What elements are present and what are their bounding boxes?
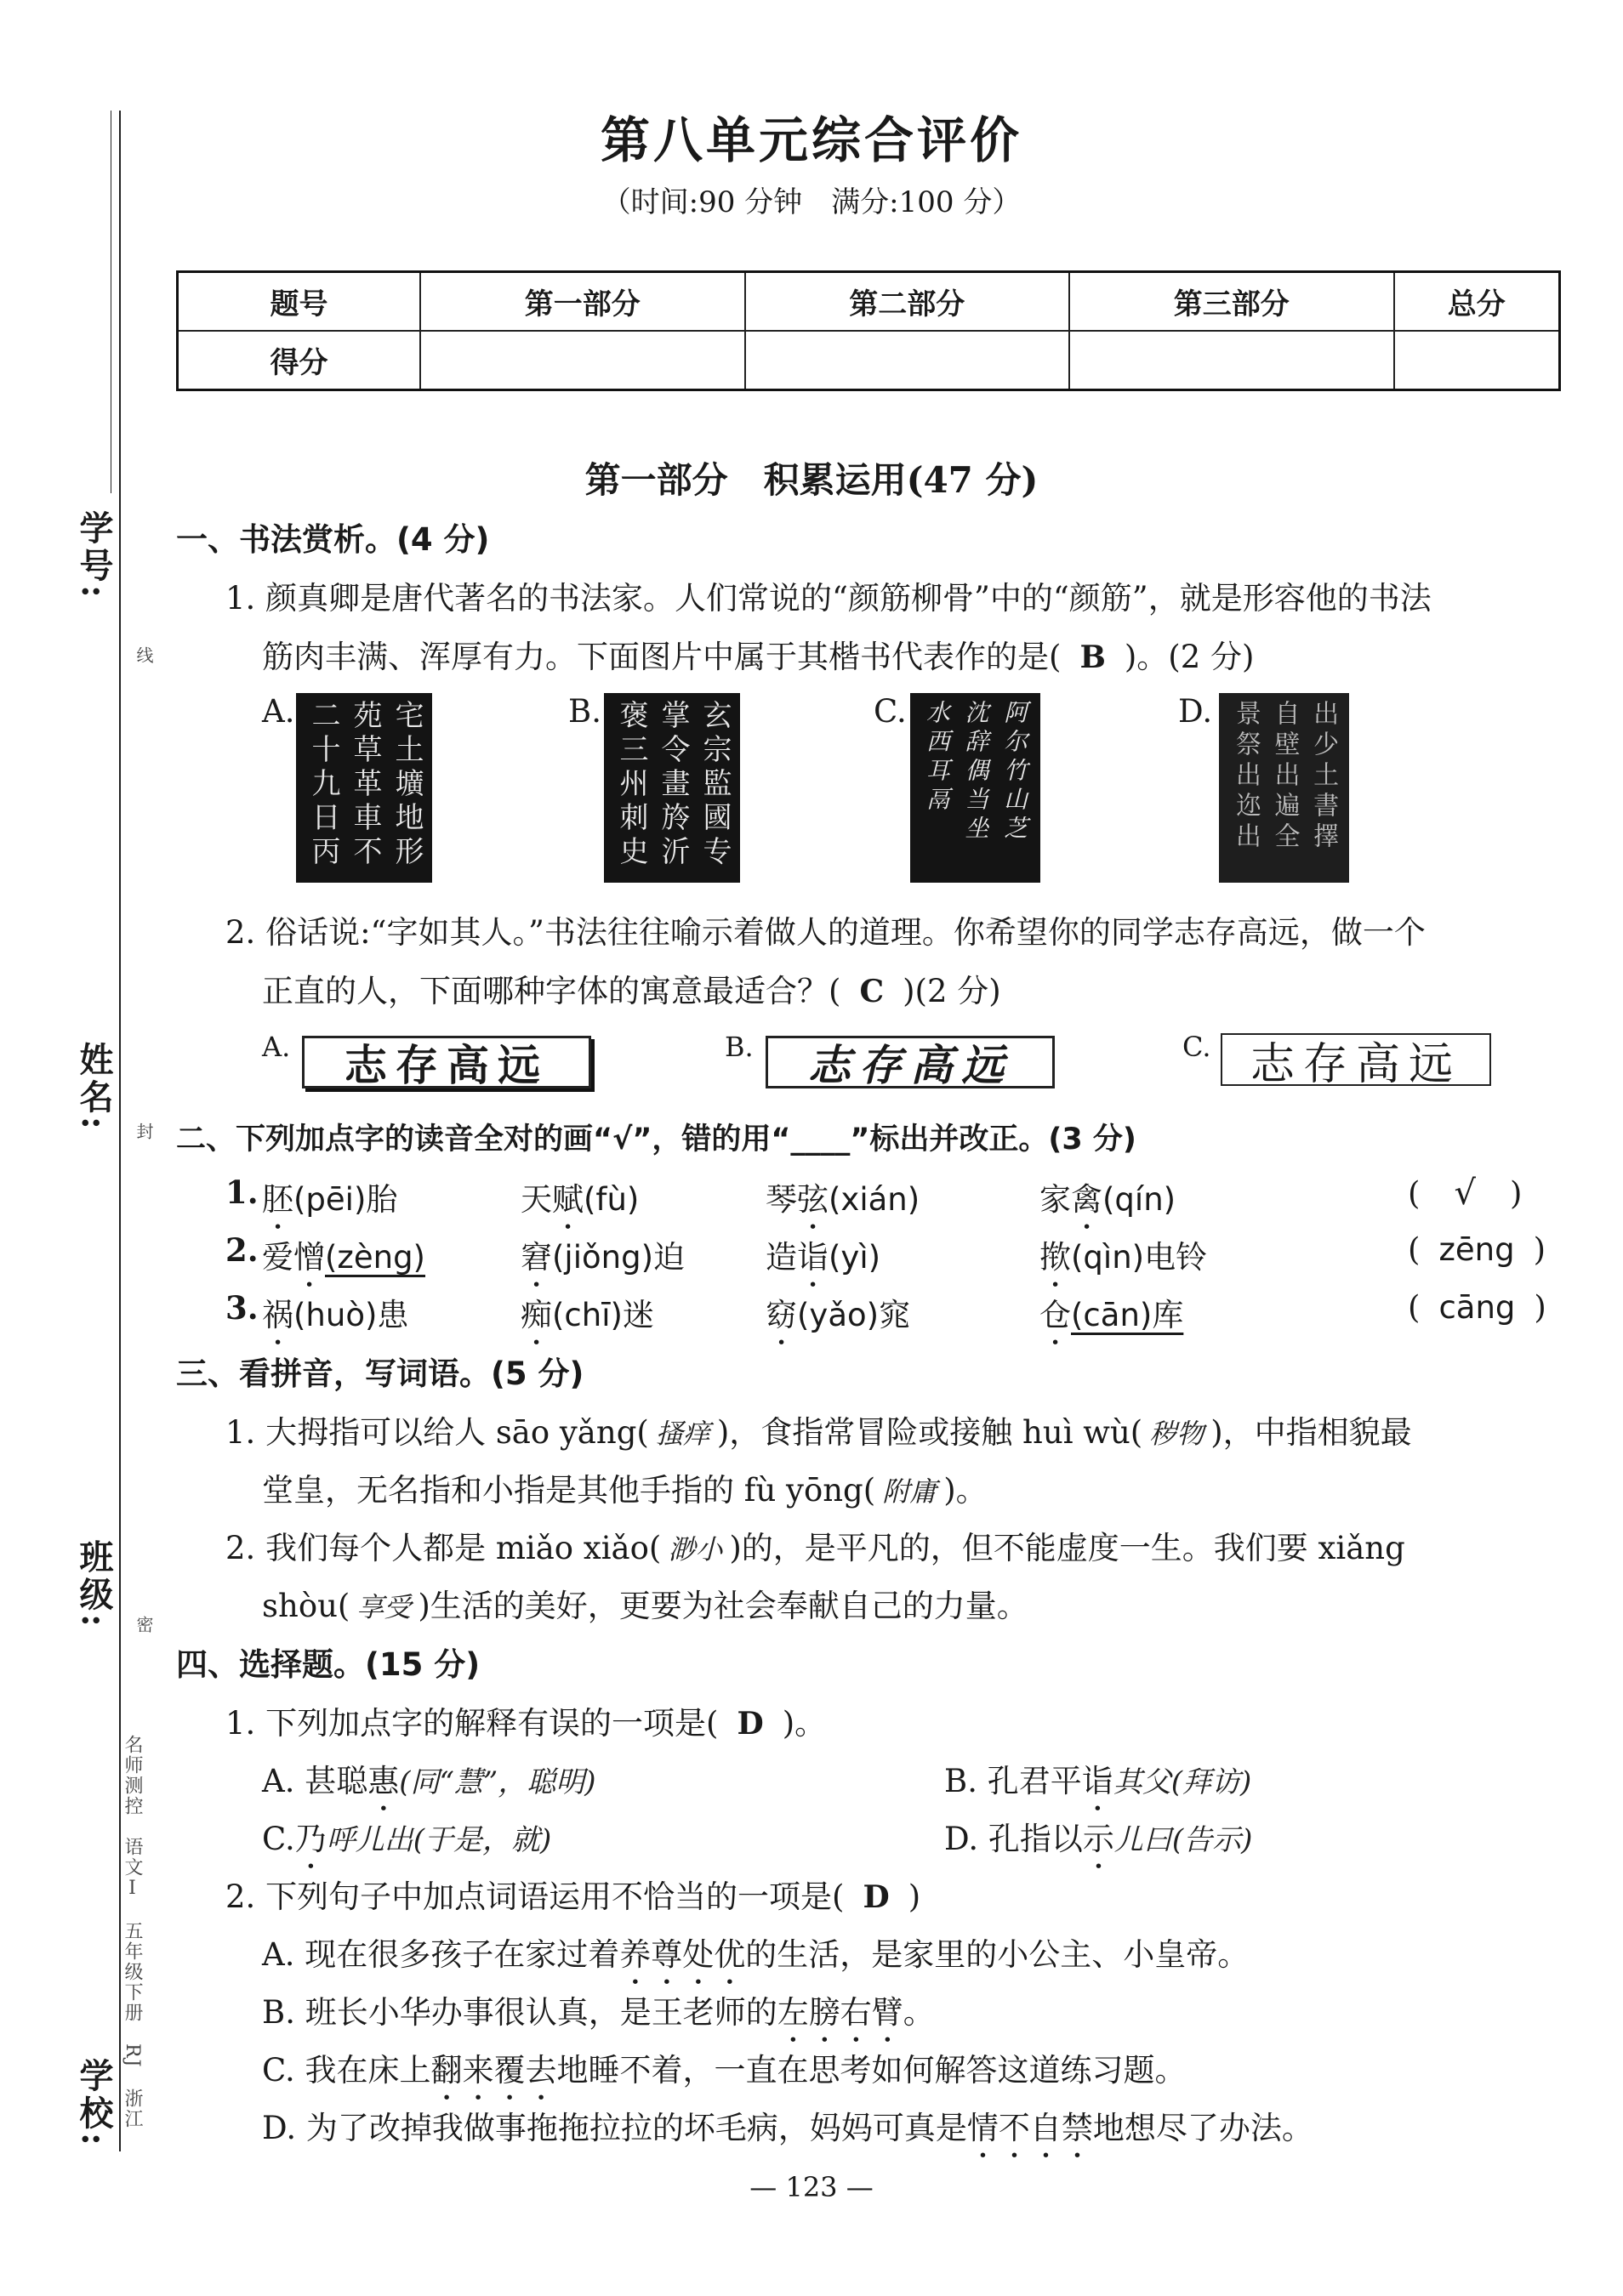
s4-q2-option-b — [262, 1986, 935, 2049]
score-cell[interactable] — [1394, 331, 1560, 390]
cut-mark-seal: 封 — [134, 1122, 154, 1139]
dotted-char: 痴 — [521, 1297, 552, 1333]
s4-text: 。 — [903, 1994, 935, 2031]
s2-row2 — [225, 1231, 259, 1269]
score-table-header: 第二部分 — [745, 272, 1070, 332]
s2-item — [262, 1174, 397, 1236]
s3-line4 — [262, 1580, 1028, 1626]
plain-char: 爱 — [262, 1239, 293, 1276]
callig-col: 宅土壙地形 — [390, 700, 424, 870]
s3-text: )，中指相貌最 — [1210, 1414, 1412, 1451]
page-subtitle: （时间:90 分钟 满分:100 分） — [601, 185, 1022, 219]
s4-gloss: 儿曰(告示) — [1113, 1823, 1253, 1857]
s4-text: 的生活，是家里的小公主、小皇帝。 — [745, 1936, 1250, 1973]
s3-text: 2. 我们每个人都是 miǎo xiǎo( — [225, 1530, 662, 1566]
dotted-char: 诣 — [1081, 1763, 1113, 1799]
book-info: 名师测控 语文Ⅰ 五年级下册 RJ 浙江 — [122, 1735, 143, 2130]
dotted-char: 揿 — [1039, 1239, 1071, 1276]
plain-char: 天 — [521, 1181, 552, 1218]
dotted-char: 示 — [1082, 1821, 1114, 1857]
callig-col: 掌令畫旍沂 — [656, 700, 690, 870]
s4-q1-answer[interactable]: D — [737, 1706, 764, 1742]
s2-item — [1039, 1231, 1207, 1294]
s3-text: )生活的美好，更要为社会奉献自己的力量。 — [418, 1588, 1028, 1624]
font-option-b-label: B. — [725, 1031, 754, 1063]
s2-answer: zēng — [1438, 1231, 1515, 1268]
s2-item — [766, 1174, 920, 1236]
s2-row-num: 2. — [225, 1231, 259, 1269]
pinyin-text: (fù) — [584, 1181, 640, 1218]
s2-answer-box[interactable]: ( √ ) — [1408, 1174, 1523, 1213]
dotted-char: 祸 — [262, 1297, 293, 1333]
dotted-char: 憎 — [293, 1239, 325, 1276]
s4-text: A. 甚聪 — [262, 1763, 368, 1799]
student-id-label: 学号: — [74, 510, 114, 601]
dotted-char: 赋 — [552, 1181, 584, 1218]
s4-text: C. 我在床上 — [262, 2052, 431, 2089]
score-row-label: 得分 — [178, 331, 421, 390]
s2-item — [1039, 1289, 1183, 1352]
s3-answer[interactable]: 附庸 — [882, 1475, 937, 1508]
s4-text: 1. 下列加点字的解释有误的一项是( — [225, 1705, 719, 1742]
font-sample-b: 志存高远 — [766, 1036, 1055, 1088]
callig-col: 玄宗監國专 — [698, 700, 732, 870]
class-label: 班级: — [74, 1539, 114, 1630]
s2-answer-box[interactable]: ( zēng ) — [1408, 1231, 1546, 1268]
pinyin-text: (chī)迷 — [552, 1297, 654, 1333]
callig-col: 景祭出迩出 — [1230, 700, 1261, 853]
s3-answer[interactable]: 搔痒 — [655, 1418, 710, 1450]
score-table-header-row — [178, 272, 1560, 332]
s2-item — [262, 1289, 408, 1352]
callig-col: 苑草革車不 — [348, 700, 382, 870]
s3-text: )的，是平凡的，但不能虚度一生。我们要 xiǎng — [729, 1530, 1405, 1566]
option-c-label: C. — [874, 693, 907, 730]
s4-gloss: 其父(拜访) — [1113, 1765, 1252, 1799]
section4-heading: 四、选择题。(15 分) — [176, 1646, 481, 1683]
pinyin-text: (yǎo)窕 — [797, 1297, 911, 1333]
s2-item — [766, 1231, 880, 1294]
option-d-label: D. — [1178, 693, 1213, 730]
pinyin-text: (zèng) — [325, 1239, 425, 1276]
s4-q1-option-b — [944, 1755, 1251, 1818]
dotted-char: 窘 — [521, 1239, 552, 1276]
score-table-header: 总分 — [1394, 272, 1560, 332]
calligraphy-image-b — [604, 693, 740, 883]
s2-row-num: 1. — [225, 1174, 259, 1211]
s4-q1 — [225, 1697, 826, 1743]
score-table-header: 第三部分 — [1069, 272, 1394, 332]
pinyin-text: (xián) — [829, 1181, 920, 1218]
s4-text: ) — [908, 1878, 921, 1915]
font-sample-a: 志存高远 — [302, 1036, 591, 1088]
s2-item — [521, 1231, 685, 1294]
dotted-word: 养尊处优 — [619, 1936, 746, 1973]
dotted-char: 胚 — [262, 1181, 293, 1218]
pinyin-text: (huò)患 — [293, 1297, 409, 1333]
pinyin-text: (qín) — [1102, 1181, 1176, 1218]
calligraphy-image-c — [910, 693, 1040, 883]
s1-q1-line1: 1. 颜真卿是唐代著名的书法家。人们常说的“颜筋柳骨”中的“颜筋”，就是形容他的书法 — [225, 580, 1432, 617]
callig-col: 出少土書擇 — [1308, 700, 1339, 853]
s2-answer: cāng — [1438, 1289, 1516, 1326]
s1-q2-text: 正直的人，下面哪种字体的寓意最适合？( — [262, 973, 841, 1009]
score-table-score-row — [178, 331, 1560, 390]
s3-text: shòu( — [262, 1588, 350, 1624]
s3-text: )，食指常冒险或接触 huì wù( — [716, 1414, 1143, 1451]
s4-q2-option-c — [262, 2044, 1187, 2107]
callig-col: 沈辞偶当坐 — [961, 700, 990, 844]
s3-text: 堂皇，无名指和小指是其他手指的 fù yōng( — [262, 1472, 876, 1509]
pinyin-text: (yì) — [829, 1239, 881, 1276]
dotted-word: 情不自禁 — [966, 2110, 1093, 2146]
dotted-char: 仓 — [1039, 1297, 1071, 1333]
dotted-char: 弦 — [797, 1181, 829, 1218]
s2-item — [521, 1289, 654, 1352]
part1-title: 第一部分 积累运用(47 分) — [584, 459, 1039, 501]
dotted-char: 禽 — [1071, 1181, 1102, 1218]
callig-col: 阿尔竹山芝 — [1000, 700, 1029, 844]
dotted-word: 翻来覆去 — [430, 2052, 557, 2089]
plain-char: 造 — [766, 1239, 797, 1276]
section3-heading: 三、看拼音，写词语。(5 分) — [176, 1355, 584, 1392]
pinyin-text: (pēi)胎 — [293, 1181, 398, 1218]
s3-line1 — [225, 1407, 1412, 1452]
section1-heading: 一、书法赏析。(4 分) — [176, 521, 490, 558]
s2-row-num: 3. — [225, 1289, 259, 1327]
s4-text: B. 孔君平 — [944, 1763, 1082, 1799]
s2-item — [521, 1174, 639, 1236]
s2-item — [766, 1289, 910, 1352]
s3-text: )。 — [943, 1472, 988, 1509]
s4-text: D. 孔指以 — [944, 1821, 1083, 1857]
score-cell[interactable] — [420, 331, 745, 390]
pinyin-text: (cān)库 — [1071, 1297, 1184, 1333]
option-a-label: A. — [262, 693, 295, 730]
s4-text: 地想尽了办法。 — [1092, 2110, 1313, 2146]
page-title: 第八单元综合评价 — [600, 111, 1022, 169]
s4-q1-option-a — [262, 1755, 596, 1818]
s1-q2-line1: 2. 俗话说:“字如其人。”书法往往喻示着做人的道理。你希望你的同学志存高远，做一个 — [225, 914, 1426, 951]
pinyin-text: (qìn)电铃 — [1071, 1239, 1208, 1276]
s4-text: A. 现在很多孩子在家过着 — [262, 1936, 620, 1973]
s3-answer[interactable]: 秽物 — [1149, 1418, 1204, 1450]
s4-text: 2. 下列句子中加点词语运用不恰当的一项是( — [225, 1878, 845, 1915]
s1-q2-answer[interactable]: C — [859, 974, 885, 1009]
calligraphy-image-d — [1219, 693, 1349, 883]
s4-text: 地睡不着，一直在思考如何解答这道练习题。 — [556, 2052, 1187, 2089]
s4-text: )。 — [782, 1705, 827, 1742]
page-number: — 123 — — [749, 2171, 874, 2203]
s1-q1-points: )。(2 分) — [1124, 639, 1255, 675]
s1-q1-answer[interactable]: B — [1079, 639, 1106, 675]
score-table — [176, 270, 1561, 391]
s4-text: C. — [262, 1821, 295, 1857]
section2-heading: 二、下列加点字的读音全对的画“√”，错的用“____”标出并改正。(3 分) — [176, 1122, 1136, 1157]
plain-char: 家 — [1039, 1181, 1071, 1218]
plain-char: 琴 — [766, 1181, 797, 1218]
callig-col: 自壁出遍全 — [1269, 700, 1300, 853]
callig-col: 二十九日丙 — [306, 700, 340, 870]
pinyin-text: (jiǒng)迫 — [552, 1239, 686, 1276]
s4-q2 — [225, 1871, 920, 1917]
s4-q2-answer[interactable]: D — [863, 1879, 890, 1915]
callig-col: 水西耳鬲 — [922, 700, 951, 816]
s1-q2-points: )(2 分) — [903, 973, 1001, 1009]
dotted-char: 诣 — [797, 1239, 829, 1276]
s4-q2-option-a — [262, 1929, 1249, 1992]
s2-row3 — [225, 1289, 259, 1327]
s2-answer: √ — [1454, 1174, 1476, 1213]
s3-answer[interactable]: 渺小 — [668, 1533, 723, 1566]
s3-line3 — [225, 1522, 1405, 1568]
score-cell[interactable] — [745, 331, 1070, 390]
s2-item — [1039, 1174, 1176, 1236]
cut-mark-line: 线 — [134, 646, 154, 663]
s4-q2-option-d — [262, 2102, 1313, 2165]
calligraphy-image-a — [296, 693, 432, 883]
dotted-word: 左膀右臂 — [777, 1994, 903, 2031]
cut-mark-secret: 密 — [134, 1616, 154, 1633]
s4-q1-option-c — [262, 1813, 551, 1876]
callig-col: 褒三州刺史 — [614, 700, 648, 870]
s1-q2-line2 — [262, 965, 1001, 1011]
font-option-c-label: C. — [1182, 1031, 1211, 1063]
school-label: 学校: — [74, 2058, 114, 2149]
dotted-char: 惠 — [367, 1763, 400, 1799]
score-cell[interactable] — [1069, 331, 1394, 390]
s3-line2 — [262, 1464, 988, 1510]
s1-q1-text: 筋肉丰满、浑厚有力。下面图片中属于其楷书代表作的是( — [262, 639, 1062, 675]
s3-text: 1. 大拇指可以给人 sāo yǎng( — [225, 1414, 649, 1451]
score-table-header: 题号 — [178, 272, 421, 332]
name-label: 姓名: — [74, 1042, 114, 1133]
dotted-char: 窈 — [766, 1297, 797, 1333]
s3-answer[interactable]: 享受 — [356, 1591, 412, 1623]
score-table-header: 第一部分 — [420, 272, 745, 332]
dotted-char: 乃 — [294, 1821, 327, 1857]
s1-q1-line2 — [262, 631, 1254, 677]
s4-gloss: 呼儿出(于是，就) — [326, 1823, 552, 1857]
option-b-label: B. — [568, 693, 601, 730]
s2-answer-box[interactable]: ( cāng ) — [1408, 1289, 1546, 1326]
s4-text: D. 为了改掉我做事拖拖拉拉的坏毛病，妈妈可真是 — [262, 2110, 967, 2146]
s2-row1 — [225, 1174, 259, 1211]
font-sample-c: 志存高远 — [1221, 1033, 1491, 1086]
s2-item — [262, 1231, 425, 1294]
font-option-a-label: A. — [262, 1031, 291, 1063]
s4-gloss: (同“慧”，聪明) — [399, 1765, 596, 1799]
s4-text: B. 班长小华办事很认真，是王老师的 — [262, 1994, 777, 2031]
s4-q1-option-d — [944, 1813, 1252, 1876]
